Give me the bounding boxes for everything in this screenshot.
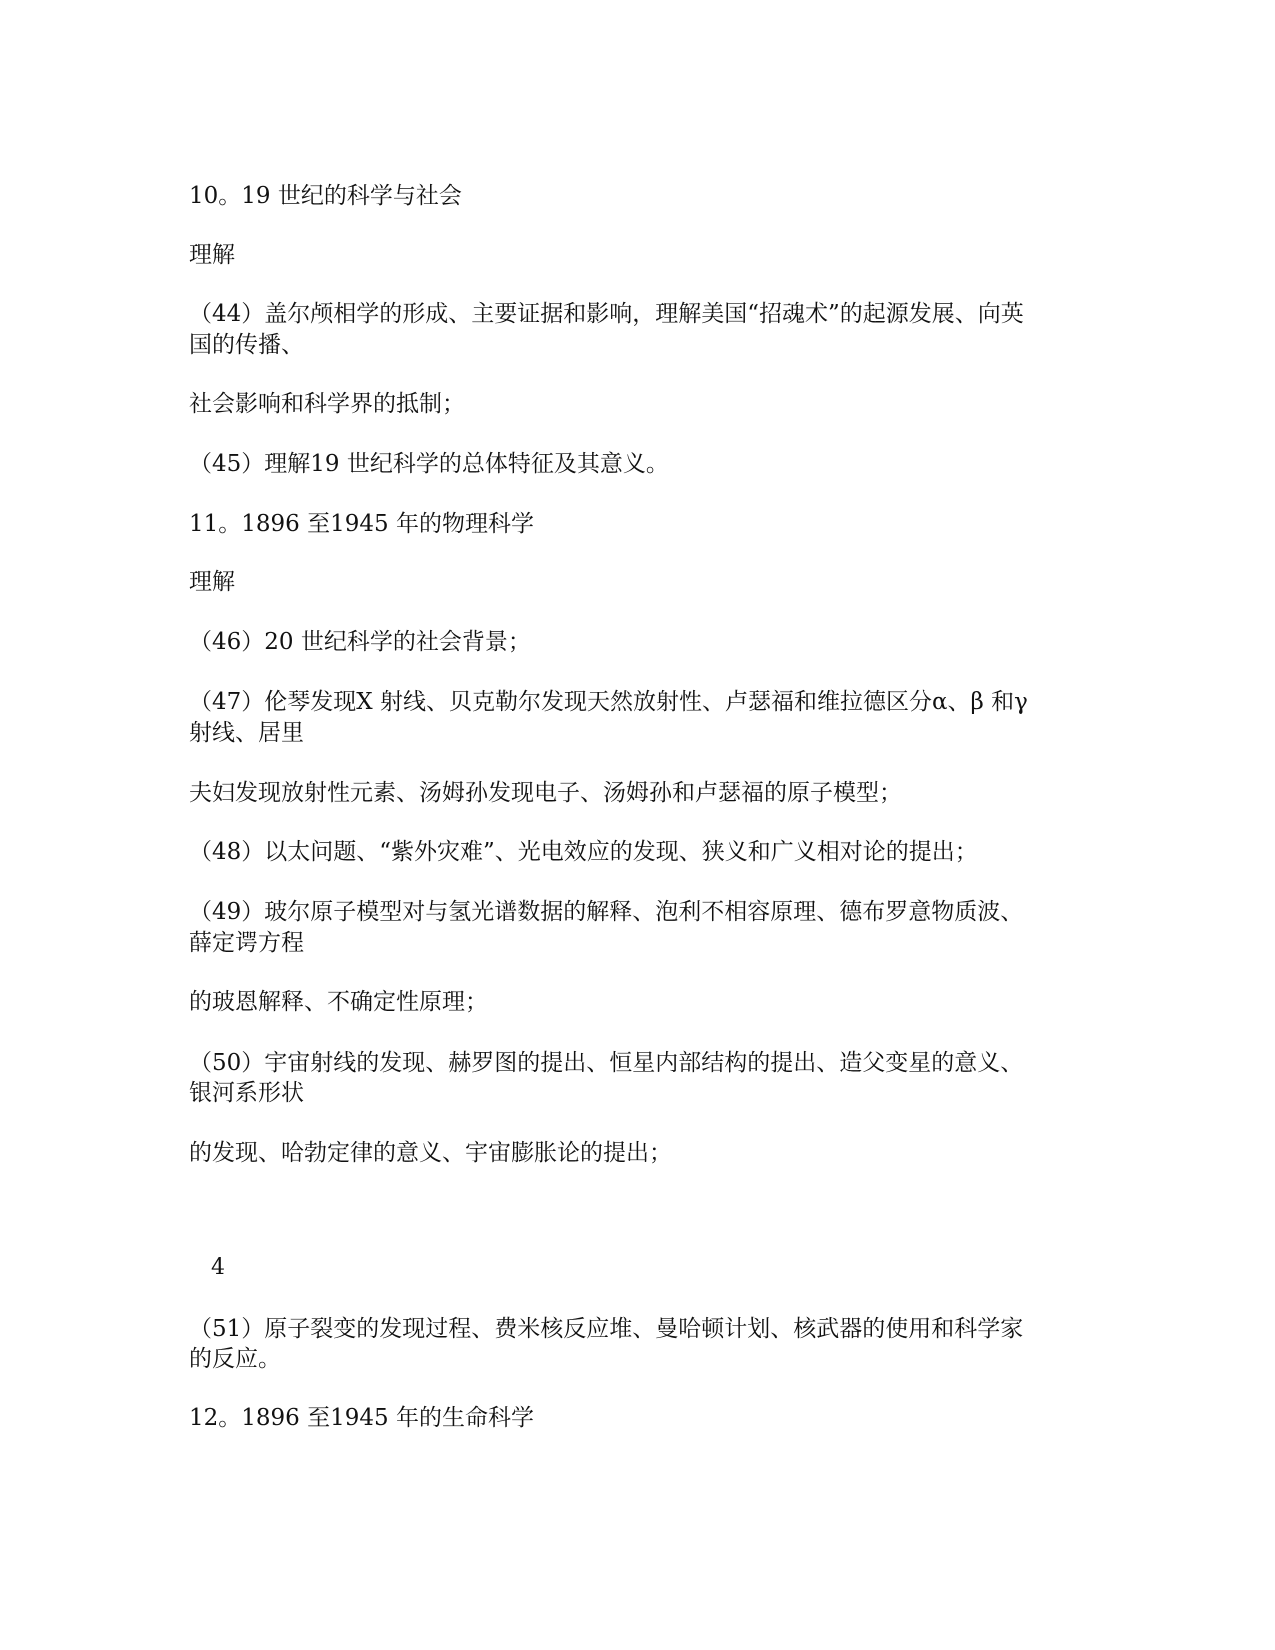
paragraph-50-line-1: （50）宇宙射线的发现、赫罗图的提出、恒星内部结构的提出、造父变星的意义、 [189,1050,1024,1076]
paragraph-47-line-2: 射线、居里 [189,720,304,746]
paragraph-46: （46）20 世纪科学的社会背景； [189,629,531,655]
understanding-label: 理解 [189,242,235,268]
paragraph-51-line-2: 的反应。 [189,1346,281,1372]
paragraph-47-line-3: 夫妇发现放射性元素、汤姆孙发现电子、汤姆孙和卢瑟福的原子模型； [189,780,902,806]
paragraph-49-line-2: 薛定谔方程 [189,930,304,956]
paragraph-49-line-1: （49）玻尔原子模型对与氢光谱数据的解释、泡利不相容原理、德布罗意物质波、 [189,899,1024,925]
paragraph-45: （45）理解19 世纪科学的总体特征及其意义。 [189,451,669,477]
section-heading-12: 12。1896 至1945 年的生命科学 [189,1405,534,1431]
paragraph-50-line-2: 银河系形状 [189,1080,304,1106]
paragraph-51-line-1: （51）原子裂变的发现过程、费米核反应堆、曼哈顿计划、核武器的使用和科学家 [189,1316,1024,1342]
paragraph-48: （48）以太问题、“紫外灾难”、光电效应的发现、狭义和广义相对论的提出； [189,839,978,865]
understanding-label: 理解 [189,569,235,595]
paragraph-50-line-3: 的发现、哈勃定律的意义、宇宙膨胀论的提出； [189,1140,672,1166]
paragraph-44-line-3: 社会影响和科学界的抵制； [189,391,465,417]
paragraph-44-line-2: 国的传播、 [189,332,304,358]
page-number: 4 [211,1255,225,1280]
paragraph-47-line-1: （47）伦琴发现X 射线、贝克勒尔发现天然放射性、卢瑟福和维拉德区分α、β 和γ [189,689,1028,715]
section-heading-11: 11。1896 至1945 年的物理科学 [189,511,534,537]
paragraph-44-line-1: （44）盖尔颅相学的形成、主要证据和影响，理解美国“招魂术”的起源发展、向英 [189,301,1024,327]
paragraph-49-line-3: 的玻恩解释、不确定性原理； [189,989,488,1015]
section-heading-10: 10。19 世纪的科学与社会 [189,183,462,209]
